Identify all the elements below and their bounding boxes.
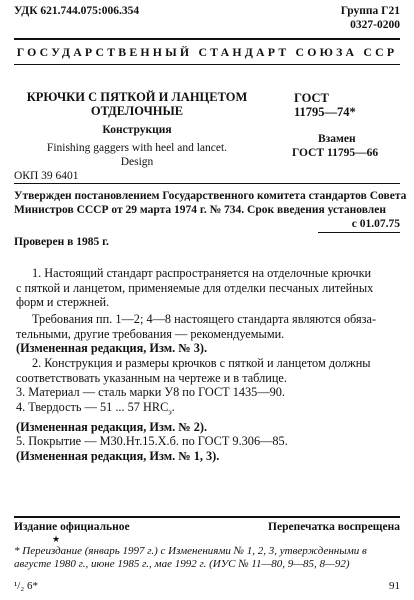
reissue-note-line2: августе 1980 г., июне 1985 г., мае 1992 г. (ИУС № 11—80, 9—85, 8—92) [14,558,350,570]
header-rule [14,38,400,40]
state-standard-banner: ГОСУДАРСТВЕННЫЙ СТАНДАРТ СОЮЗА ССР [16,45,398,59]
gost-number: 11795—74* [294,105,356,119]
checked-year: Проверен в 1985 г. [14,236,109,248]
replace-number: ГОСТ 11795—66 [292,147,379,159]
paragraph-3 [16,356,400,464]
reprint-prohibited: Перепечатка воспрещена [268,521,400,533]
title-ru-line2: ОТДЕЛОЧНЫЕ [90,104,184,118]
footer-rule [14,516,400,518]
paragraph-2-line1: Требования пп. 1—2; 4—8 настоящего стандарта являются обяза- [32,312,377,326]
okp-code: ОКП 39 6401 [14,170,79,182]
page-number: 91 [389,580,400,592]
replace-label: Взамен [318,133,356,145]
registration-code: 0327-0200 [350,19,400,31]
amendment-note-2: (Измененная редакция, Изм. № 2). [16,419,208,434]
paragraph-coating: 5. Покрытие — М30.Нт.15.Х.б. по ГОСТ 9.306—85. [16,434,288,449]
amendment-note-1-3: (Измененная редакция, Изм. № 1, 3). [16,449,220,464]
paragraph-2-line2: тельными, другие требования — рекомендуемыми. [16,326,285,341]
approval-date: с 01.07.75 [351,218,400,230]
paragraph-2 [16,312,400,356]
title-ru-subtitle: Конструкция [102,124,172,136]
approval-line1: Утвержден постановлением Государственного комитета стандартов Совета [14,190,407,202]
star-mark: ★ [52,534,61,544]
paragraph-1 [16,266,400,310]
paragraph-hardness [16,399,175,417]
amendment-note-3: (Измененная редакция, Изм. № 3). [16,341,208,356]
paragraph-1-line1: 1. Настоящий стандарт распространяется на отделочные крючки [32,266,372,280]
approval-line2: Министров СССР от 29 марта 1974 г. № 734. Срок введения установлен [14,204,386,216]
udk-code: УДК 621.744.075:006.354 [14,5,140,17]
reissue-note-line1: * Переиздание (январь 1997 г.) с Изменениями № 1, 2, 3, утвержденными в [14,545,367,557]
approval-date-rule [318,232,400,233]
sheet-mark: ¹/₂ 6* [14,580,38,592]
title-en-line1: Finishing gaggers with heel and lancet. [46,142,228,154]
title-en-line2: Design [120,156,154,168]
banner-rule [14,64,400,65]
paragraph-1-line3: форм и стержней. [16,295,110,310]
title-ru-line1: КРЮЧКИ С ПЯТКОЙ И ЛАНЦЕТОМ [26,90,248,104]
paragraph-material: 3. Материал — сталь марки У8 по ГОСТ 1435—90. [16,385,285,400]
official-edition: Издание официальное [14,521,130,533]
hardness-end: . [171,399,175,414]
paragraph-3-line1: 2. Конструкция и размеры крючков с пяткой и ланцетом должны [32,356,371,370]
okp-rule [14,183,400,184]
hardness-subscript: э [168,407,172,417]
gost-label: ГОСТ [294,91,329,105]
paragraph-3-line2: соответствовать указанным на чертеже и в таблице. [16,370,287,385]
group-code: Группа Г21 [340,5,400,17]
paragraph-1-line2: с пяткой и ланцетом, применяемые для отделки песчаных литейных [16,280,374,295]
hardness-text: 4. Твердость — 51 ... 57 HRC [16,399,169,414]
